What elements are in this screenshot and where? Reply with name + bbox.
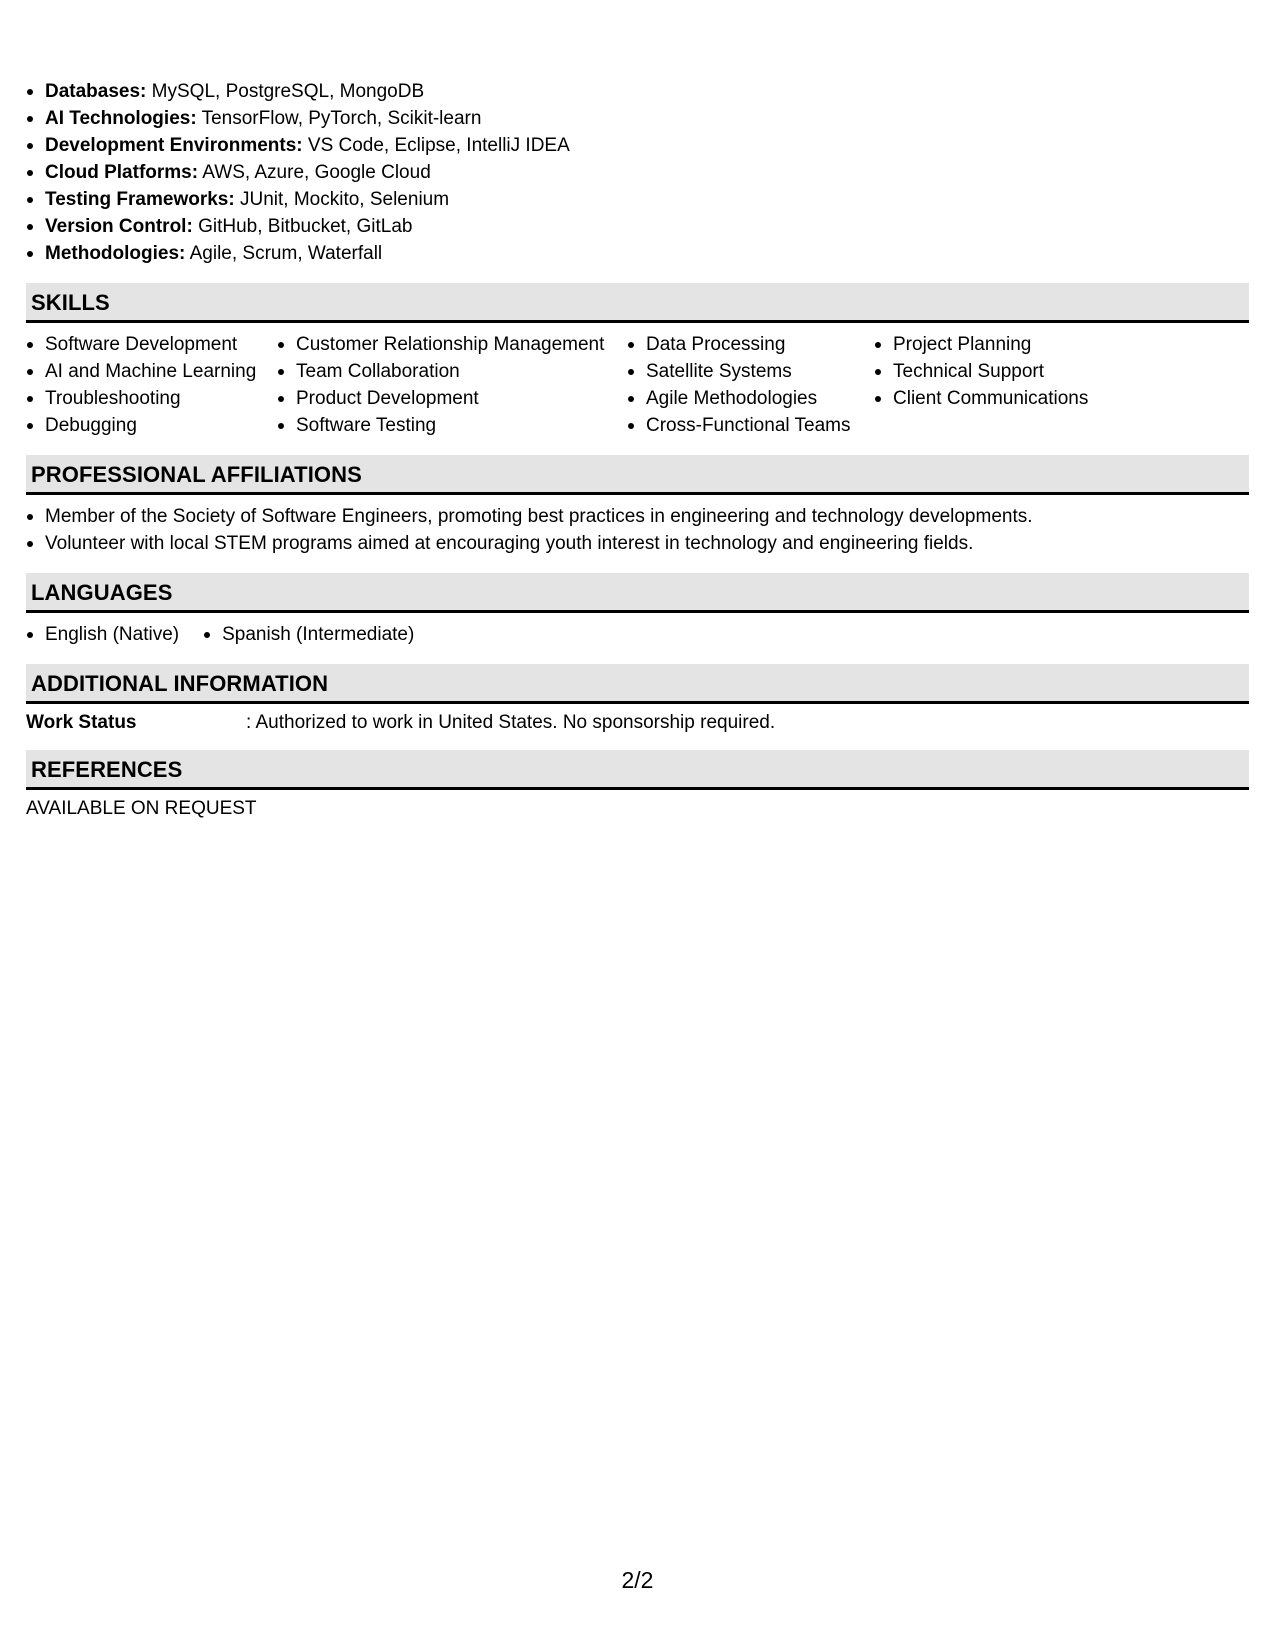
references-heading: REFERENCES — [26, 750, 1249, 790]
list-item: Version Control: GitHub, Bitbucket, GitLab — [26, 213, 1249, 240]
skill-item: Data Processing — [627, 331, 874, 358]
skills-column-2 — [277, 331, 627, 439]
list-item: Methodologies: Agile, Scrum, Waterfall — [26, 240, 1249, 267]
skill-item: Software Testing — [277, 412, 627, 439]
page-number: 2/2 — [621, 1567, 654, 1593]
list-item: Cloud Platforms: AWS, Azure, Google Cloud — [26, 159, 1249, 186]
work-status-row — [26, 712, 1249, 734]
skill-item: Client Communications — [874, 385, 1174, 412]
skill-item: Debugging — [26, 412, 277, 439]
skill-item: AI and Machine Learning — [26, 358, 277, 385]
references-text: AVAILABLE ON REQUEST — [26, 798, 257, 819]
list-item: Development Environments: VS Code, Eclipse, IntelliJ IDEA — [26, 132, 1249, 159]
work-status-value: : Authorized to work in United States. No sponsorship required. — [246, 712, 776, 733]
language-item: Spanish (Intermediate) — [203, 621, 414, 648]
skill-item: Software Development — [26, 331, 277, 358]
technical-skills-list — [26, 78, 1249, 267]
skill-item: Customer Relationship Management — [277, 331, 627, 358]
skill-item: Satellite Systems — [627, 358, 874, 385]
list-item: Volunteer with local STEM programs aimed at encouraging youth interest in technology and engineering fields. — [26, 530, 1249, 557]
affiliations-list — [26, 503, 1249, 557]
skill-item: Technical Support — [874, 358, 1174, 385]
skill-item: Troubleshooting — [26, 385, 277, 412]
skill-item: Project Planning — [874, 331, 1174, 358]
affiliations-heading: PROFESSIONAL AFFILIATIONS — [26, 455, 1249, 495]
skills-heading: SKILLS — [26, 283, 1249, 323]
additional-info-heading: ADDITIONAL INFORMATION — [26, 664, 1249, 704]
language-item: English (Native) — [26, 621, 179, 648]
skills-column-1 — [26, 331, 277, 439]
skill-item: Team Collaboration — [277, 358, 627, 385]
list-item: Testing Frameworks: JUnit, Mockito, Selenium — [26, 186, 1249, 213]
skills-grid — [26, 331, 1249, 439]
languages-heading: LANGUAGES — [26, 573, 1249, 613]
skill-item: Cross-Functional Teams — [627, 412, 874, 439]
skills-column-3 — [627, 331, 874, 439]
languages-list — [26, 621, 1249, 648]
list-item: Member of the Society of Software Engineers, promoting best practices in engineering and technology developments. — [26, 503, 1249, 530]
skills-column-4 — [874, 331, 1174, 439]
work-status-label: Work Status — [26, 712, 137, 733]
resume-page-2 — [26, 78, 1249, 820]
skill-item: Product Development — [277, 385, 627, 412]
skill-item: Agile Methodologies — [627, 385, 874, 412]
list-item: Databases: MySQL, PostgreSQL, MongoDB — [26, 78, 1249, 105]
list-item: AI Technologies: TensorFlow, PyTorch, Scikit-learn — [26, 105, 1249, 132]
